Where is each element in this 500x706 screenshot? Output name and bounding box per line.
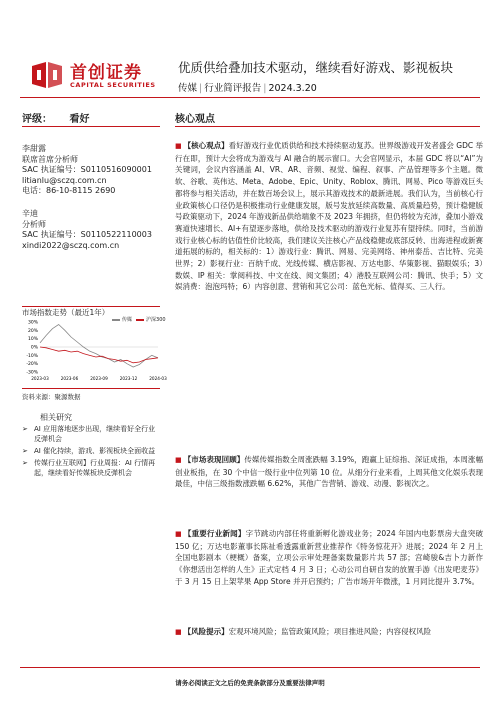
logo-mark-icon: [30, 60, 64, 90]
analyst-license: SAC 执证编号：S0110522110003: [22, 230, 152, 239]
report-meta: 传媒 | 行业简评报告 | 2024.3.20: [178, 83, 317, 94]
bullet-icon: ➢: [22, 459, 28, 467]
company-logo: [30, 56, 190, 96]
logo-text-cn: 首创证券: [70, 63, 142, 83]
paragraph-core-view: ■ 【核心观点】看好游戏行业优质供给和技术持续驱动复苏。世界级游戏开发者盛会 GDC 举行在即，预计大会将成为游戏与 AI 融合的展示窗口。大会官网显示，本届 GDC 将以“AI”为关键词，会议内容涵盖 AI、VR、AR、音频、视觉、编程、叙事、产品管理等多个主题。微软、谷歌、英伟达、Meta、Adobe、Epic、Unity、Roblox、腾讯、网易、Pico 等游戏巨头都将参与相关活动，并在数百场会议上，展示其游戏技术的最新进展。我们认为，当前核心行业政策核心口径仍是积极推动行业健康发展，版号发放延续高数量、高质量趋势，预计稳健版号政策驱动下，2024 年游戏新品供给端象不及 2023 年拥挤，但仍将较为充沛，叠加小游戏赛道快速增长、AI+有望逐步落地，供给及技术驱动的游戏行业复苏有望持续。同时，当前游戏行业核心标的估值性价比较高，我们建议关注核心产品线稳健或底部反转、出海进程或新赛道拓展的标的，相关标的：1）游戏行业：腾讯、网易、完美网络、神州泰岳、吉比特、完美世界；2）影视行业：百纳千成、光线传媒、横店影视、万达电影、华策影视、猫眼娱乐；3）数娱、IP 相关：掌阅科技、中文在线、阅文集团；4）港股互联网公司：腾讯、快手；5）文娱消费：泡泡玛特；6）内容创意、营销和其它公司：蓝色光标、值得买、三人行。: [175, 141, 483, 292]
square-bullet-icon: ■: [175, 530, 182, 538]
analyst-title: 联席首席分析师: [22, 154, 78, 164]
chart-title: 市场指数走势（最近1年）: [22, 308, 110, 317]
legend-label: 传媒: [122, 317, 133, 323]
series-line-0: [40, 325, 158, 368]
chart-source: 资料来源：聚源数据: [22, 393, 81, 401]
report-date: 2024.3.20: [268, 83, 317, 94]
analyst-1: [22, 144, 152, 197]
chart-bottom-divider: [22, 388, 160, 389]
analyst-name: 李甜露: [22, 144, 46, 153]
related-item[interactable]: ➢ 传媒行业互联网】行业周报：AI 行情再起，继续看好传媒板块反弹机会: [22, 459, 156, 477]
analyst-title: 分析师: [22, 219, 46, 229]
logo-text-en: CAPITAL SECURITIES: [70, 81, 156, 89]
related-list: [22, 424, 162, 480]
analyst-email[interactable]: xindi2022@sczq.com.cn: [22, 240, 120, 250]
footer-disclaimer: 请务必阅读正文之后的免责条款部分及重要法律声明: [175, 679, 325, 687]
report-sector: 传媒: [178, 83, 198, 94]
analyst-name: 辛迪: [22, 209, 38, 218]
x-tick-label: 2024-03: [149, 376, 167, 381]
x-tick-label: 2023-03: [31, 376, 49, 381]
bullet-icon: ➢: [22, 425, 28, 433]
rating-label: 评级：: [22, 114, 52, 125]
y-tick-label: 30%: [27, 320, 38, 326]
square-bullet-icon: ■: [175, 142, 182, 150]
rating: [22, 110, 89, 125]
footer-divider: [20, 667, 480, 668]
rating-divider: [22, 126, 160, 127]
paragraph-market-review: ■ 【市场表现回顾】传媒传媒指数全周涨跌幅 3.19%，跑赢上证综指、深证成指，本周涨幅创业板指，在 30 个中信一级行业中位列第 10 位。从细分行业来看，上周其他文化娱乐表现最佳，中信三级指数涨跌幅 6.62%，其他广告营销、游戏、动漫、影视次之。: [175, 455, 483, 489]
analyst-email[interactable]: litianlu@sczq.com.cn: [22, 175, 107, 185]
y-tick-label: -30%: [26, 370, 38, 376]
header-divider: [20, 97, 480, 98]
legend-label: 沪深300: [146, 317, 166, 323]
bullet-icon: ➢: [22, 447, 28, 455]
x-tick-label: 2023-12: [119, 376, 138, 381]
y-tick-label: 20%: [27, 328, 38, 334]
square-bullet-icon: ■: [175, 628, 182, 636]
x-tick-label: 2023-06: [60, 376, 79, 381]
paragraph-industry-news: ■ 【重要行业新闻】字节跳动内部任将重新孵化游戏业务；2024 年国内电影票房大盘突破 150 亿；万达电影董事长陈祉希透露重新营业推荐作《特务惊花开》进展；2024 年 2 月上全国电影剧本（梗概）备案，立项公示审处理备案数量影片共 57 部；宫崎骏&吉卜力新作《你想活出怎样的人生》正式定档 4 月 3 日；心动公司自研自发的放置手游《出发吧麦芬》于 3 月 15 日上架苹果 App Store 并开启预约；广告市场开年微涨，1 月同比提升 3.7%。: [175, 529, 483, 586]
report-header: [0, 0, 500, 100]
section-divider: [175, 126, 480, 127]
analyst-license: SAC 执证编号：S0110516090001: [22, 165, 152, 174]
rating-value: 看好: [69, 114, 90, 125]
analyst-phone: 电话：86-10-8115 2690: [22, 186, 116, 195]
x-tick-label: 2023-09: [90, 376, 108, 381]
report-type: 行业简评报告: [204, 83, 262, 94]
related-item[interactable]: ➢ AI 催化持续，游戏、影视板块全面收益: [22, 447, 156, 455]
market-index-chart: [22, 312, 167, 386]
y-tick-label: -20%: [26, 362, 38, 368]
square-bullet-icon: ■: [175, 456, 182, 464]
related-title: 相关研究: [40, 413, 72, 422]
related-item[interactable]: ➢ AI 应用落地逐步出现，继续看好全行业反弹机会: [22, 425, 156, 443]
analyst-2: [22, 209, 152, 251]
y-tick-label: 10%: [27, 337, 38, 343]
report-title: 优质供给叠加技术驱动，继续看好游戏、影视板块: [178, 60, 454, 75]
y-tick-label: 0%: [30, 345, 38, 351]
paragraph-risk: ■ 【风险提示】宏观环境风险；监管政策风险；项目推进风险；内容侵权风险: [175, 627, 432, 636]
y-tick-label: -10%: [26, 353, 38, 359]
section-title: 核心观点: [175, 114, 215, 125]
